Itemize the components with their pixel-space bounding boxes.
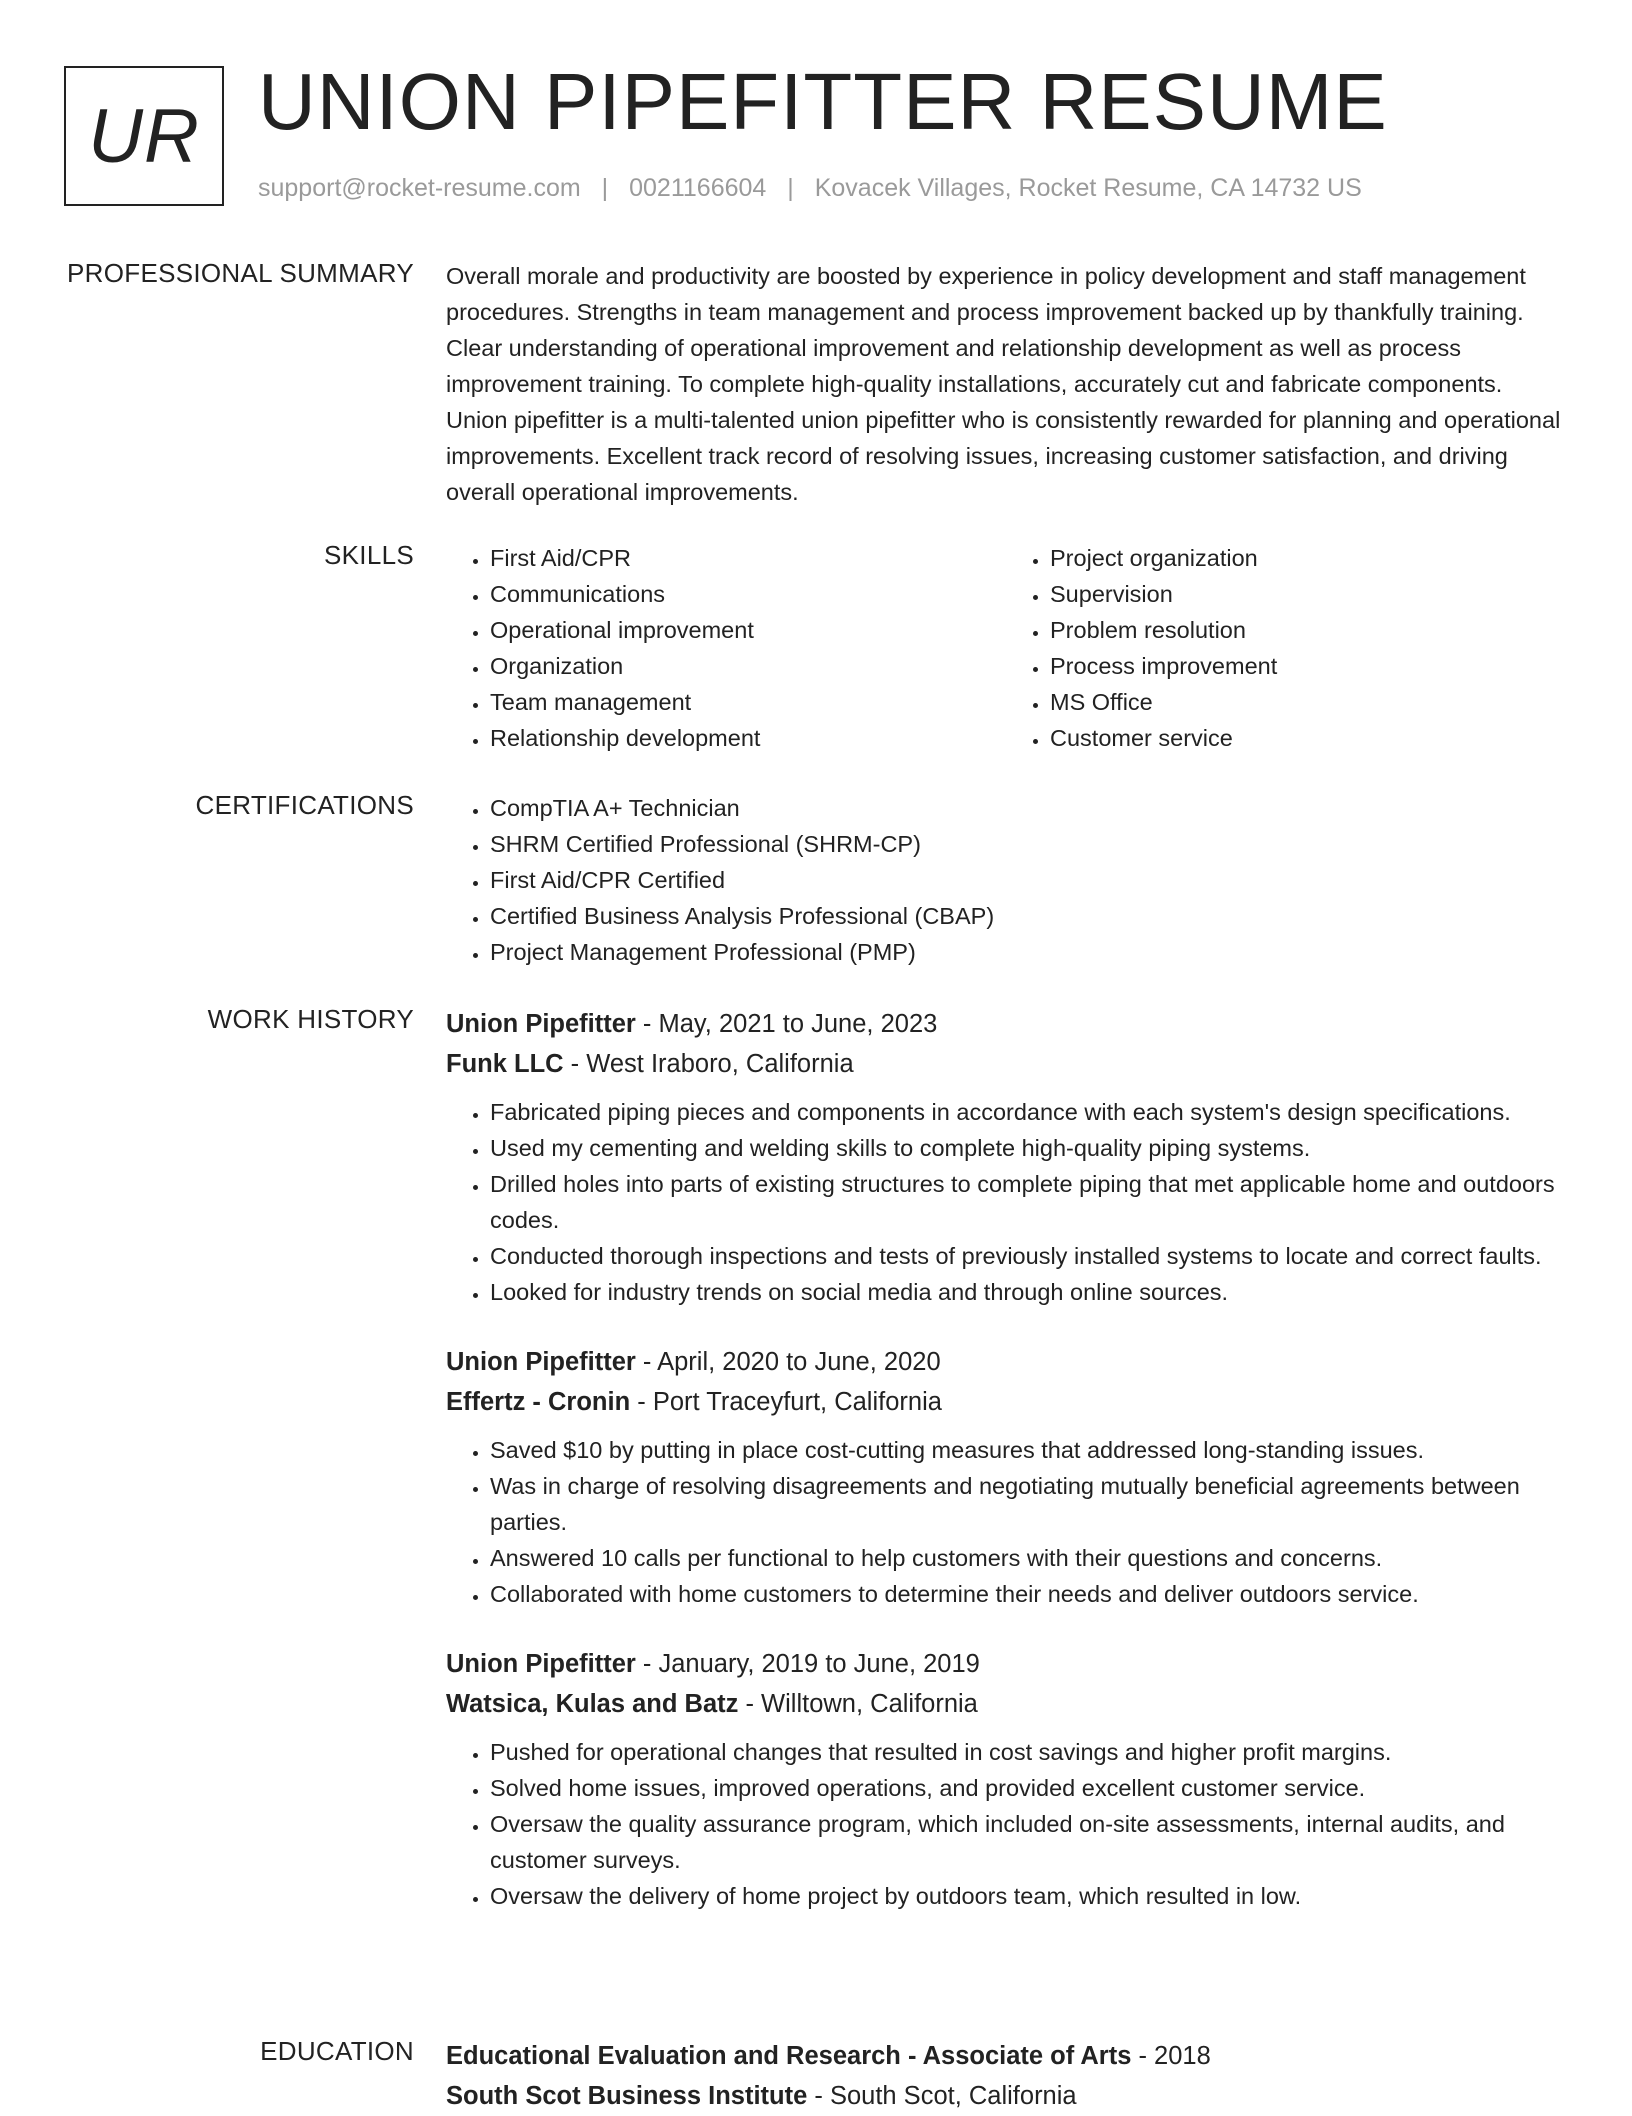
skill-item: • Problem resolution — [1050, 612, 1566, 648]
summary-body — [446, 258, 1566, 510]
job-title-line — [446, 1342, 1566, 1382]
job-entry — [446, 1342, 1566, 1612]
job-duties — [446, 1094, 1566, 1310]
job-title: Union Pipefitter — [446, 1348, 636, 1376]
job-title: Union Pipefitter — [446, 1650, 636, 1678]
monogram-box — [64, 66, 224, 206]
job-entry — [446, 1644, 1566, 1914]
job-duty: • Oversaw the quality assurance program, which included on-site assessments, internal audits, and customer surveys. — [490, 1806, 1566, 1878]
certification-item: • Project Management Professional (PMP) — [490, 934, 1566, 970]
job-duty: • Collaborated with home customers to determine their needs and deliver outdoors service. — [490, 1576, 1566, 1612]
skills-grid — [446, 540, 1566, 756]
job-title-line — [446, 1004, 1566, 1044]
skill-item: • Team management — [490, 684, 1006, 720]
work-history-body — [446, 1004, 1566, 1946]
job-duty: • Looked for industry trends on social media and through online sources. — [490, 1274, 1566, 1310]
education-body — [446, 2036, 1566, 2116]
job-location: - Port Traceyfurt, California — [630, 1388, 942, 1416]
skills-column-1 — [446, 540, 1006, 756]
contact-separator: | — [787, 174, 794, 202]
job-duty: • Solved home issues, improved operations, and provided excellent customer service. — [490, 1770, 1566, 1806]
skill-item: • Supervision — [1050, 576, 1566, 612]
skill-item: • First Aid/CPR — [490, 540, 1006, 576]
skill-item: • Operational improvement — [490, 612, 1006, 648]
job-company: Watsica, Kulas and Batz — [446, 1690, 739, 1718]
job-duty: • Fabricated piping pieces and components in accordance with each system's design specifications. — [490, 1094, 1566, 1130]
education-school: South Scot Business Institute — [446, 2082, 808, 2110]
education-year: - 2018 — [1131, 2042, 1211, 2070]
skill-item: • MS Office — [1050, 684, 1566, 720]
skill-item: • Relationship development — [490, 720, 1006, 756]
summary-text: Overall morale and productivity are boosted by experience in policy development and staff management procedures. Strengths in team management and process improvement backed up by thankfully training. Clear understanding of operational improvement and relationship development as well as process improvement training. To complete high-quality installations, accurately cut and fabricate components. Union pipefitter is a multi-talented union pipefitter who is consistently rewarded for planning and operational improvements. Excellent track record of resolving issues, increasing customer satisfaction, and driving overall operational improvements. — [446, 263, 1561, 505]
contact-address: Kovacek Villages, Rocket Resume, CA 14732 US — [814, 174, 1362, 202]
contact-phone[interactable]: 0021166604 — [629, 174, 767, 202]
section-label-certifications: CERTIFICATIONS — [195, 790, 414, 820]
skill-item: • Process improvement — [1050, 648, 1566, 684]
education-degree: Educational Evaluation and Research - Associate of Arts — [446, 2042, 1132, 2070]
resume-title: UNION PIPEFITTER RESUME — [258, 57, 1388, 146]
job-company-line — [446, 1382, 1566, 1422]
job-duty: • Pushed for operational changes that resulted in cost savings and higher profit margins. — [490, 1734, 1566, 1770]
job-company-line — [446, 1684, 1566, 1724]
certification-item: • Certified Business Analysis Professional (CBAP) — [490, 898, 1566, 934]
certification-item: • First Aid/CPR Certified — [490, 862, 1566, 898]
certifications-body — [446, 790, 1566, 970]
job-company: Funk LLC — [446, 1050, 564, 1078]
job-duties — [446, 1432, 1566, 1612]
job-company: Effertz - Cronin — [446, 1388, 631, 1416]
job-duty: • Conducted thorough inspections and tests of previously installed systems to locate and correct faults. — [490, 1238, 1566, 1274]
section-label-education: EDUCATION — [260, 2036, 414, 2066]
skill-item: • Customer service — [1050, 720, 1566, 756]
job-title-line — [446, 1644, 1566, 1684]
job-dates: - January, 2019 to June, 2019 — [635, 1650, 980, 1678]
contact-line — [258, 174, 1362, 203]
certifications-list — [446, 790, 1566, 970]
education-location: - South Scot, California — [807, 2082, 1077, 2110]
job-location: - Willtown, California — [738, 1690, 978, 1718]
skill-item: • Communications — [490, 576, 1006, 612]
job-duty: • Drilled holes into parts of existing structures to complete piping that met applicable home and outdoors codes. — [490, 1166, 1566, 1238]
job-duty: • Saved $10 by putting in place cost-cutting measures that addressed long-standing issues. — [490, 1432, 1566, 1468]
education-school-line — [446, 2076, 1566, 2116]
section-label-summary: PROFESSIONAL SUMMARY — [67, 258, 414, 288]
section-label-skills: SKILLS — [324, 540, 414, 570]
job-duty: • Oversaw the delivery of home project by outdoors team, which resulted in low. — [490, 1878, 1566, 1914]
job-location: - West Iraboro, California — [563, 1050, 854, 1078]
contact-separator: | — [601, 174, 609, 202]
contact-email[interactable]: support@rocket-resume.com — [258, 174, 581, 202]
job-duty: • Used my cementing and welding skills to complete high-quality piping systems. — [490, 1130, 1566, 1166]
education-degree-line — [446, 2036, 1566, 2076]
section-label-work-history: WORK HISTORY — [207, 1004, 414, 1034]
job-duties — [446, 1734, 1566, 1914]
monogram-initials: UR — [88, 93, 200, 179]
certification-item: • SHRM Certified Professional (SHRM-CP) — [490, 826, 1566, 862]
job-duty: • Answered 10 calls per functional to help customers with their questions and concerns. — [490, 1540, 1566, 1576]
skills-column-2 — [1006, 540, 1566, 756]
certification-item: • CompTIA A+ Technician — [490, 790, 1566, 826]
job-company-line — [446, 1044, 1566, 1084]
job-dates: - May, 2021 to June, 2023 — [635, 1010, 938, 1038]
skill-item: • Project organization — [1050, 540, 1566, 576]
skills-body — [446, 540, 1566, 756]
job-entry — [446, 1004, 1566, 1310]
job-title: Union Pipefitter — [446, 1010, 636, 1038]
job-dates: - April, 2020 to June, 2020 — [635, 1348, 941, 1376]
job-duty: • Was in charge of resolving disagreements and negotiating mutually beneficial agreements between parties. — [490, 1468, 1566, 1540]
skill-item: • Organization — [490, 648, 1006, 684]
